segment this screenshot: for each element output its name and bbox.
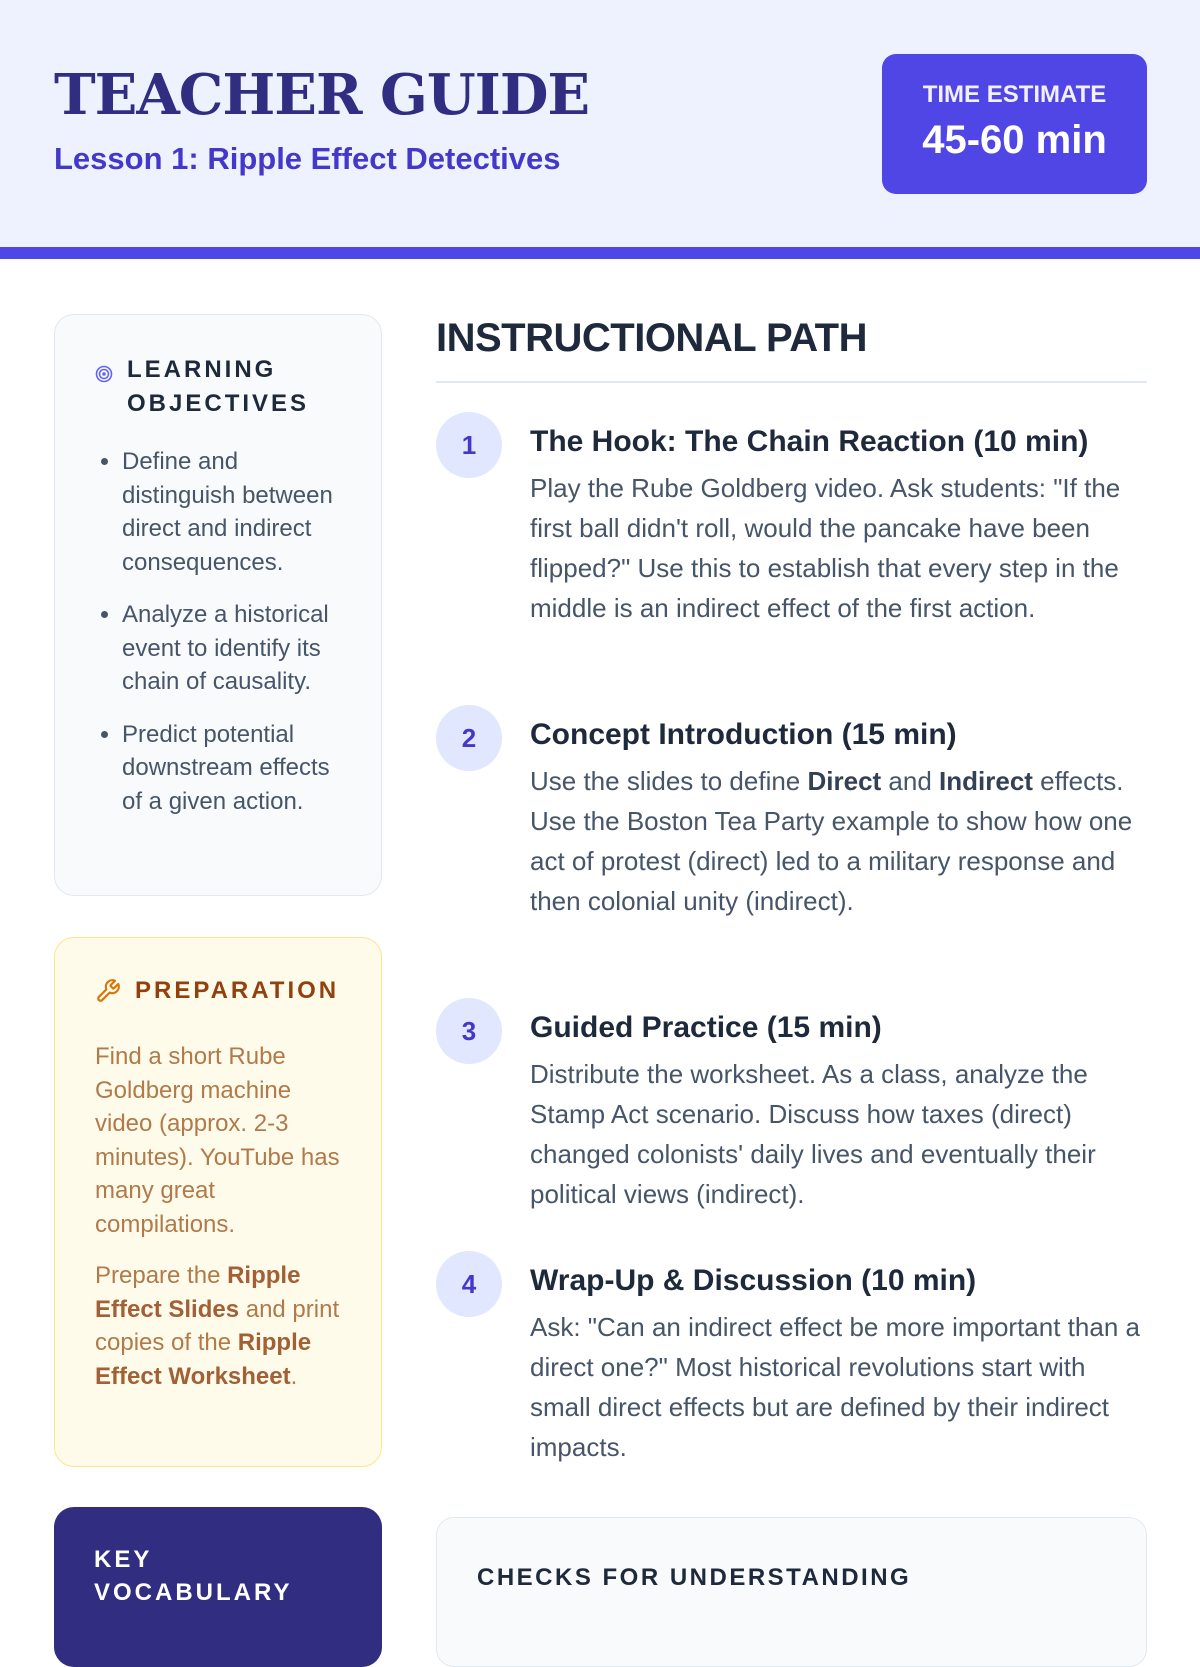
preparation-body xyxy=(95,1040,341,1411)
time-estimate-badge xyxy=(882,54,1147,194)
step-text: Use the slides to define xyxy=(530,766,808,796)
preparation-text: and print copies of the xyxy=(95,1295,340,1356)
wrench-icon xyxy=(95,978,121,1004)
objective-item: • Predict potential downstream effects of a given action. xyxy=(122,718,353,819)
step-description xyxy=(530,761,1147,921)
section-divider xyxy=(436,381,1147,383)
preparation-title: PREPARATION xyxy=(135,977,340,1004)
learning-objectives-card xyxy=(54,314,382,896)
slides-resource: Ripple Effect Slides xyxy=(95,1262,301,1323)
key-vocabulary-card xyxy=(54,1507,382,1667)
step-description: Ask: "Can an indirect effect be more important than a direct one?" Most historical revolutions start with small direct effects but are defined by their indirect impacts. xyxy=(530,1312,1140,1462)
step-text: and xyxy=(881,766,940,796)
learning-objectives-title: LEARNING OBJECTIVES xyxy=(127,356,310,417)
step-number-badge: 3 xyxy=(436,998,502,1064)
page-title: TEACHER GUIDE xyxy=(54,62,590,128)
term-indirect: Indirect xyxy=(939,766,1033,796)
preparation-header xyxy=(95,974,361,1008)
preparation-paragraph: Find a short Rube Goldberg machine video (approx. 2-3 minutes). YouTube has many great compilations. xyxy=(95,1043,340,1238)
step-title: Guided Practice (15 min) xyxy=(530,1011,882,1044)
step-number-badge: 1 xyxy=(436,412,502,478)
preparation-text: Prepare the xyxy=(95,1262,228,1289)
step-title: The Hook: The Chain Reaction (10 min) xyxy=(530,425,1089,458)
objective-item: • Analyze a historical event to identify its chain of causality. xyxy=(122,598,353,699)
checks-for-understanding-card xyxy=(436,1517,1147,1667)
page-header xyxy=(0,0,1200,259)
term-direct: Direct xyxy=(807,766,882,796)
time-estimate-value: 45-60 min xyxy=(922,118,1107,162)
preparation-text: . xyxy=(290,1362,298,1390)
preparation-card xyxy=(54,937,382,1467)
step-title: Concept Introduction (15 min) xyxy=(530,718,957,751)
step-description: Play the Rube Goldberg video. Ask students: "If the first ball didn't roll, would the pancake have been flipped?" Use this to establish that every step in the middle is an indirect effect of the first action. xyxy=(530,473,1121,623)
checks-for-understanding-title: CHECKS FOR UNDERSTANDING xyxy=(477,1564,912,1591)
objective-item: • Define and distinguish between direct and indirect consequences. xyxy=(122,445,353,579)
worksheet-resource: Ripple Effect Worksheet xyxy=(95,1329,312,1390)
step-number-badge: 4 xyxy=(436,1251,502,1317)
step-number-badge: 2 xyxy=(436,705,502,771)
step-title: Wrap-Up & Discussion (10 min) xyxy=(530,1264,977,1297)
key-vocabulary-title: KEY VOCABULARY xyxy=(94,1546,293,1606)
learning-objectives-header xyxy=(95,353,361,421)
instructional-path-title: INSTRUCTIONAL PATH xyxy=(436,316,867,360)
target-icon xyxy=(95,365,113,383)
objectives-list xyxy=(98,445,353,837)
step-description: Distribute the worksheet. As a class, analyze the Stamp Act scenario. Discuss how taxes (direct) changed colonists' daily lives and eventually their political views (indirect). xyxy=(530,1059,1096,1209)
step-text: effects. Use the Boston Tea Party example to show how one act of protest (direct) led to a military response and then colonial unity (indirect). xyxy=(530,766,1133,916)
time-estimate-label: TIME ESTIMATE xyxy=(922,81,1107,108)
preparation-paragraph xyxy=(95,1259,341,1393)
lesson-subtitle: Lesson 1: Ripple Effect Detectives xyxy=(54,141,561,176)
